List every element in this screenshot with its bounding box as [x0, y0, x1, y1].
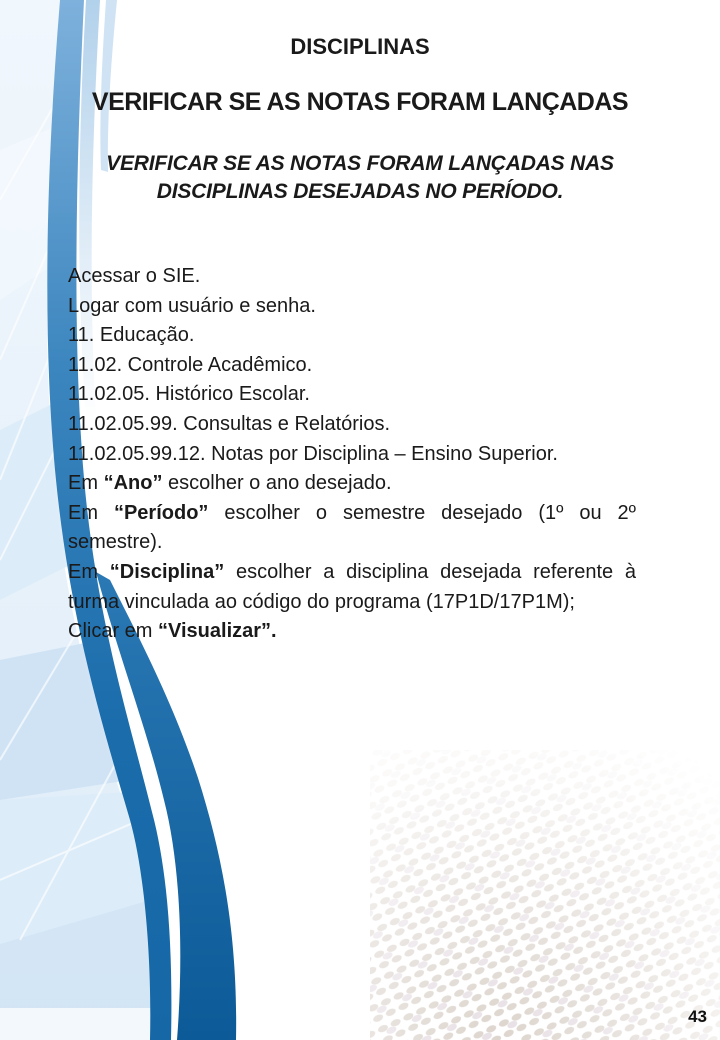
step-text: 11. Educação. [68, 324, 195, 347]
step-line [68, 617, 636, 647]
step-text: Em [68, 501, 114, 524]
step-text: Clicar em [68, 620, 159, 643]
step-text: 11.02.05. Histórico Escolar. [68, 383, 310, 406]
step-text: Acessar o SIE. [68, 265, 201, 287]
step-term: “Período” [113, 501, 209, 524]
step-text: escolher o ano desejado. [162, 472, 392, 495]
step-line [68, 558, 636, 617]
step-line [68, 410, 636, 440]
step-line [68, 440, 636, 470]
sub-heading: VERIFICAR SE AS NOTAS FORAM LANÇADAS NAS DISCIPLINAS DESEJADAS NO PERÍODO. [106, 152, 614, 203]
step-term: “Visualizar”. [158, 620, 277, 643]
page-title: DISCIPLINAS [290, 34, 430, 59]
step-term: “Disciplina” [109, 560, 225, 583]
step-text: 11.02.05.99.12. Notas por Disciplina – Ensino Superior. [68, 442, 558, 465]
step-text: Logar com usuário e senha. [68, 294, 316, 317]
step-line [68, 351, 636, 381]
step-line [68, 499, 636, 558]
step-line [68, 321, 636, 351]
step-text: escolher o semestre desejado (1º ou 2º semestre). [68, 501, 636, 554]
step-text: 11.02. Controle Acadêmico. [68, 353, 313, 376]
steps [68, 262, 636, 647]
halftone-dots [370, 750, 720, 1040]
step-line [68, 469, 636, 499]
step-text: Em [68, 560, 110, 583]
step-term: “Ano” [103, 472, 163, 495]
step-line [68, 292, 636, 322]
step-text: 11.02.05.99. Consultas e Relatórios. [68, 412, 391, 435]
step-text: Em [68, 472, 104, 495]
step-line [68, 262, 636, 292]
step-line [68, 380, 636, 410]
page-number: 43 [688, 1007, 707, 1026]
step-text: escolher a disciplina desejada referente à turma vinculada ao código do programa (17P1D/17P1M); [68, 560, 636, 613]
main-heading: VERIFICAR SE AS NOTAS FORAM LANÇADAS [91, 88, 629, 116]
